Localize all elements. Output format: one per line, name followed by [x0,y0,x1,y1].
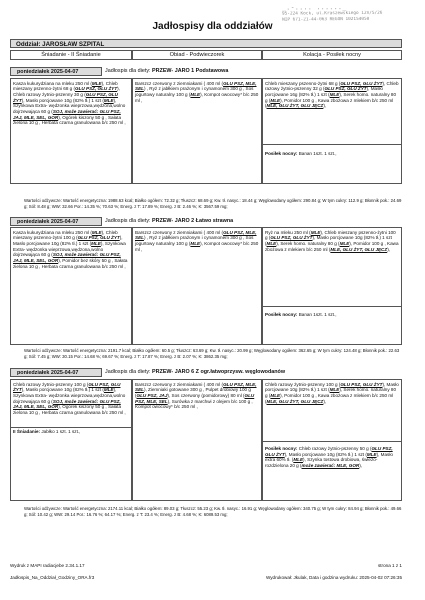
meal-text: ), Ogórek kiszony 50 g , Sałata zielona 10 g , Herbata czarna granulowana b/c 250 ml , [13,114,126,126]
allergen-text: MLE [91,240,101,246]
night-meal-label: Posiłek nocny: [265,151,298,156]
allergen-text: GLU PSZ, GLU ŻYT [13,381,121,393]
day-date: poniedziałek 2025-04-07 [10,67,102,76]
meal-text: ), Surówka z marchwi z olejem b/c 100 g , Kompot owocowy* b/c 250 ml , [135,398,253,410]
diet-prefix: Jadłospis dla diety: [105,369,153,375]
allergen-text: MLE [366,451,377,457]
allergen-text: MLE [91,80,102,86]
meal-text: Barszcz czerwony z ziemniakami ( 400 ml ( [135,80,224,86]
allergen-text: MLE [339,240,350,246]
meal-text: Kasza kukurydziana na mleku 250 ml ( [13,80,92,86]
meal-text: ), Kompot owocowy* b/c 250 ml , [135,91,259,103]
allergen-text: GLU PSZ, MLE, SEL [135,80,257,92]
allergen-text: GLU PSZ, GLU ŻYT [340,80,383,86]
meal-text: ), Kompot owocowy* b/c 250 ml , [135,240,259,252]
meal-text: ), [387,246,390,252]
meal-text: ), Masło porcjowane 10g (82% tł.) 1 szt ( [265,381,399,393]
second-breakfast-label: II Śniadanie: [13,429,41,434]
meal-text: ), Masło porcjowane 10g (82% tł.) 1 szt ( [21,387,104,393]
breakfast-text [13,382,129,416]
meal-text: ), [323,103,327,109]
meal-text: Chleb razowy żytnio-pszenny 100 g ( [265,381,341,387]
breakfast-cell [10,227,132,345]
footer-report-name: Jadłospis_Na_Oddział_Godziny_ORA.fr3 [10,575,95,580]
allergen-text: GLU PSZ, GLU ŻYT [75,86,118,92]
allergen-text: GLU PSZ, GLU ŻYT [340,381,383,387]
second-breakfast-text: Jabłko 1 szt. 1 szt., [41,429,81,434]
allergen-text: MLE [91,229,102,235]
allergen-text: MLE, GLU ŻYT, GLU JĘCZ [330,246,388,252]
meal-text: ), Chleb mieszany pszenno-żytni 100 g ( [13,229,118,241]
dinner-text [265,81,399,110]
divider [263,144,401,145]
day-date: poniedziałek 2025-04-07 [10,217,102,226]
footer-top [10,563,402,569]
meal-text: ), Pomidor 100 g , Kawa zbożowa z mlekiem b/c 250 ml ( [265,240,399,252]
night-meal [265,446,399,469]
footer-software: Wydruk z MAPI radiacjebe 2.34.1.17 [10,563,85,568]
meal-text: ), Szynka tostowa drobiowa, świeżo-rozdzielona 20 g ( [265,457,378,469]
page-title: Jadłospisy dla oddziałów [152,21,273,32]
meal-text: ), Pomidor bez skóry 50 g , Sałata zielona 10 g , Herbata czarna granulowana b/c 250 ml , [13,258,128,269]
diet-name: PRZEW- JARO 6 Z ogr.łatwoprzysw. węglowodanów [152,369,286,375]
divider [263,306,401,307]
diet-title [102,217,402,226]
meal-text: ), Serek homo. naturalny 80 g ( [265,387,396,398]
meal-text: ), Pomidor 100 g , Kawa zbożowa z mlekiem b/c 250 ml ( [265,392,394,404]
meal-text: ), Chleb razowy żytnio-pszenny 30 g ( [13,86,120,97]
meal-text: ), [323,398,327,404]
meal-text: Kasza kukurydziana na mleku 250 ml ( [13,229,92,235]
column-header-dinner: Kolacja - Posiłek nocny [262,50,402,60]
dinner-text [265,230,399,253]
allergen-text: GLU PSZ, GLU ŻYT [324,86,367,92]
meal-text: ), Masło porcjowane 10g (82% tł.) 1 szt ( [265,235,392,246]
meal-text: Ryż na mleku 250 ml ( [265,229,311,235]
allergen-text: GLU PSZ, MLE, SEL [135,381,257,393]
allergen-text: MLE [293,457,304,463]
meal-text: Barszcz czerwony z ziemniakami ( 400 ml ( [135,229,224,235]
column-header-lunch: Obiad - Podwieczorek [132,50,262,60]
day-header [10,217,402,226]
meal-text: ), Serek homo. naturalny 80 g ( [265,91,396,103]
breakfast-cell [10,379,132,501]
meal-text: Chleb mieszany pszenno-żytni 68 g ( [265,80,341,86]
meal-text: ) , Ryż z jabłkiem prażonym i cynamonem 300 g , Sos jogurtowy naturalny 100 g ( [135,235,254,246]
night-meal-text: Banan 1szt. 1 szt., [298,151,337,156]
night-meal [265,151,399,157]
meal-text: ), Szynkowa Extra- wędzonka wieprzowa,wędzona,wolno dojrzewająca 60 g ( [13,240,126,258]
meal-text: ), Masło porcjowane 16g (82% tł.) 1 szt ( [265,86,383,97]
dinner-text [265,382,399,405]
allergen-text: MLE [329,387,340,393]
diet-name: PRZEW- JARO 1 Podstawowa [152,68,229,74]
meal-text: ), Szynkowa Extra- wędzonka wieprzowa,wędzona,wolno dojrzewająca 60 g ( [13,387,126,404]
dinner-cell [262,78,402,184]
lunch-cell [132,227,262,345]
nutrition-values: Wartości odżywcze: Wartość energetyczna: 2174.11 kcal; Białko ogółem: 89.03 g; Tłuszcz: 55.23 g; Kw. tł. nasyc.: 16.91 g; Węglowodany ogółem: 340.75 g; W tym cukry: 84.94 g; Błonnik pok.: 49.66 g; Sól: 10.42 g; WW: 29.14 Por.: 16.76 %; 64.17 %; Energ. z T: 23.4 %; Energ. z B: 4.68 %; K: 6089.53 mg; [24,506,402,517]
meal-text: ), Chleb razowy żytnio-pszenny 32 g ( [265,80,399,92]
dinner-cell [262,379,402,501]
meal-grid [10,78,402,184]
allergen-text: GLU PSZ, JAJ [136,392,168,398]
allergen-text: SOJ, może zawierać: GLU PSZ, JAJ, MLE, SEL, GOR [13,252,121,264]
meal-text: ), Chleb mieszany pszenno-żytni 100 g ( [265,229,396,241]
allergen-text: MLE [103,387,114,393]
footer-page-number: strona 1 z 1 [377,563,402,568]
diet-name: PRZEW- JARO 2 Łatwo strawna [152,218,234,224]
lunch-cell [132,78,262,184]
diet-title [102,67,402,76]
meal-text: Chleb razowy żytnio-pszenny 50 g ( [298,446,372,451]
allergen-text: GLU PSZ, GLU ŻYT [13,91,118,103]
allergen-text: MLE [266,240,277,246]
column-header-breakfast: Śniadanie - II Śniadanie [10,50,132,60]
nutrition-values: Wartości odżywcze: Wartość energetyczna: 1988.63 kcal; Białko ogółem: 72.32 g; Tłuszcz: 68.69 g; Kw. tł. nasyc.: 18.44 g; Węglowodany ogółem: 290.84 g; W tym cukry: 112.9 g; Błonnik pok.: 24.69 g; Sól: 8.48 g; WW: 32.66 Por.: 14.35 %; 70.63 %; Energ. z T: 17.89 %; Energ. z B: 2.46 %; K: 3567.59 mg; [24,198,402,209]
meal-text: ), Sos czerwony (pomidorowy) 80 ml ( [167,392,245,398]
meal-text: ), Chleb mieszany pszenno-żytni 68 g ( [13,80,118,92]
allergen-text: GLU PSZ, GLU ŻYT [265,446,393,457]
breakfast-cell [10,78,132,184]
stamp-line: 95-224 Kock, ul.Kraszewskiego 12n/5/26 [281,10,383,17]
second-breakfast [13,429,129,435]
footer-printed-by: Wydrukował: Jkulak, Data i godzina wydruku: 2025-04-02 07:26:35 [265,575,402,580]
allergen-text: MLE [270,392,281,398]
divider [11,427,131,428]
meal-grid [10,227,402,345]
meal-text: ) , Ryż z jabłkiem prażonym i cynamonem 300 g , Sos jogurtowy naturalny 100 g ( [135,86,254,97]
allergen-text: GLU PSZ, MLE, SEL [135,392,255,404]
allergen-text: GLU PSZ, GLU ŻYT [77,235,120,241]
allergen-text: SOJ, może zawierać: GLU PSZ, JAJ, MLE, SEL, GOR [13,398,121,410]
allergen-text: MLE, GLU ŻYT, GLU JĘCZ [266,103,324,109]
meal-text: ), Ogórek kiszony 50 g , Sałata zielona 10 g , Herbata czarna granulowana b/c 250 ml , [13,404,126,416]
diet-prefix: Jadłospis dla diety: [105,68,153,74]
meal-grid [10,379,402,501]
allergen-text: MLE, GLU ŻYT, GLU JĘCZ [266,398,324,404]
night-meal [265,312,399,318]
allergen-text: MLE [103,97,114,103]
day-date: poniedziałek 2025-04-07 [10,368,102,377]
allergen-text: MLE [190,91,201,97]
allergen-text: MLE [190,240,201,246]
day-header [10,368,402,377]
meal-text: ), [359,463,363,469]
allergen-text: GLU PSZ, GLU ŻYT [270,235,313,241]
night-meal-label: Posiłek nocny: [265,312,298,317]
allergen-text: MLE [310,229,321,235]
allergen-text: SOJ, może zawierać: GLU PSZ, JAJ, MLE, SEL, GOR [13,109,121,120]
allergen-text: może zawierać: MLE, GOR [301,463,360,469]
meal-text: ), Masło porcjowane 10g (82% tł.) 1 szt ( [284,451,367,457]
meal-text: ), Szynkowa Extra- wędzonka wieprzowa,wędzona,wolno dojrzewająca 60 g ( [13,97,126,115]
divider [263,441,401,442]
meal-text: Chleb razowy żytnio-pszenny 100 g ( [13,381,89,387]
lunch-cell [132,379,262,501]
column-headers [10,50,402,60]
meal-text: ), Masło porcjowane 10g (82% tł.) 1 szt ( [21,97,104,103]
diet-title [102,368,402,377]
footer-bottom [10,575,402,581]
meal-text: ), Serek homo. naturalny 80 g ( [276,240,340,246]
stamp-line: NIP 671-21-44-063 REGON 102154050 [282,16,370,23]
meal-label: Posiłek nocny: [265,446,299,451]
allergen-text: MLE [329,91,340,97]
nutrition-values: Wartości odżywcze: Wartość energetyczna: 2191.7 kcal; Białko ogółem: 60.5 g; Tłuszcz: 63.69 g; Kw. tł. nasyc.: 20.99 g; Węglowodany ogółem: 362.65 g; W tym cukry: 124.48 g; Błonnik pok.: 22.63 g; Sól: 7.45 g; WW: 30.15 Por.: 14.68 %; 69.67 %; Energ. z T: 17.87 %; Energ. z B: 2.07 %; K: 3862.35 mg; [24,348,400,359]
stamp-line: _.-.... ......_ [281,3,347,12]
dinner-cell [262,227,402,345]
company-stamp [282,3,422,22]
allergen-text: GLU PSZ, MLE, SEL [135,229,257,241]
day-header [10,67,402,76]
meal-text: Barszcz czerwony z ziemniakami ( 400 ml ( [135,381,224,387]
meal-text: ), Masło porcjowane 10g (82% tł.) 1 szt ( [13,235,123,246]
department-header: Oddział: JAROSŁAW SZPITAL [10,39,402,48]
diet-prefix: Jadłospis dla diety: [105,218,153,224]
meal-text: ), Pomidor 100 g , Kawa zbożowa z mlekiem b/c 250 ml ( [265,97,394,109]
meal-text: ), Ziemniaki gotowane 300 g , Pulpet drobiowy 100 g ( [135,387,251,398]
meal-text: ), Masło extra 60% tł. ( [265,451,393,463]
allergen-text: MLE [270,97,281,103]
night-meal-text: Banan 1szt. 1 szt., [298,312,337,317]
